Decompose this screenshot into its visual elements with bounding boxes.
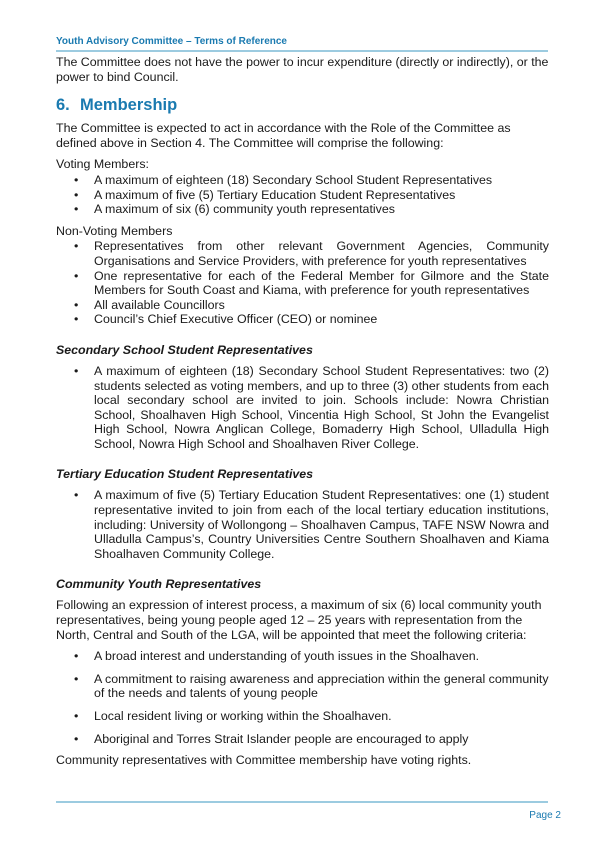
non-voting-members-list — [56, 239, 549, 327]
page-number: Page 2 — [529, 810, 561, 821]
community-closing: Community representatives with Committee membership have voting rights. — [56, 753, 472, 768]
list-item: • All available Councillors — [56, 298, 549, 313]
list-item: • A maximum of six (6) community youth representatives — [56, 202, 549, 217]
tertiary-list — [56, 488, 549, 561]
community-heading: Community Youth Representatives — [56, 577, 262, 592]
voting-members-label: Voting Members: — [56, 157, 149, 172]
section-number: 6. — [56, 96, 70, 115]
list-item: • A maximum of five (5) Tertiary Education Student Representatives: one (1) student representative invited to join from each of the local tertiary education institutions, including: University of Wollongong – Shoalhaven Campus, TAFE NSW Nowra and Ulladulla Campus’s, Country Universities Centre Southern Shoalhaven and Kiama Shoalhaven Community College. — [56, 488, 549, 561]
footer-rule — [56, 801, 548, 803]
list-item: • Local resident living or working within the Shoalhaven. — [56, 709, 549, 724]
list-item: • A maximum of eighteen (18) Secondary School Student Representatives — [56, 173, 549, 188]
non-voting-members-label: Non-Voting Members — [56, 223, 173, 238]
tertiary-heading: Tertiary Education Student Representatives — [56, 467, 314, 482]
list-item: • A maximum of eighteen (18) Secondary School Student Representatives: two (2) students selected as voting members, and up to three (3) other students from each local secondary school are invited to join. Schools include: Nowra Christian School, Shoalhaven High School, Vincentia High School, St John the Evangelist High School, Nowra Anglican College, Bomaderry High School, Ulladulla High School, Nowra High School and Shoalhaven River College. — [56, 364, 549, 452]
running-header: Youth Advisory Committee – Terms of Reference — [56, 36, 548, 52]
intro-paragraph: The Committee does not have the power to incur expenditure (directly or indirectly), or the power to bind Council. — [56, 55, 549, 84]
voting-members-list — [56, 173, 549, 217]
list-item: • Representatives from other relevant Government Agencies, Community Organisations and Service Providers, with preference for youth representatives — [56, 239, 549, 268]
secondary-heading: Secondary School Student Representatives — [56, 342, 313, 357]
section-title: Membership — [80, 96, 178, 115]
list-item: • A commitment to raising awareness and appreciation within the general community of the needs and talents of young people — [56, 672, 549, 701]
list-item: • Aboriginal and Torres Strait Islander people are encouraged to apply — [56, 732, 549, 747]
list-item: • Council’s Chief Executive Officer (CEO) or nominee — [56, 312, 549, 327]
list-item: • A broad interest and understanding of youth issues in the Shoalhaven. — [56, 649, 549, 664]
document-body — [56, 55, 549, 775]
section-heading — [56, 96, 549, 115]
section-intro: The Committee is expected to act in accordance with the Role of the Committee as defined above in Section 4. The Committee will comprise the following: — [56, 121, 511, 150]
community-intro: Following an expression of interest process, a maximum of six (6) local community youth representatives, being young people aged 12 – 25 years with representation from the North, Central and South of the LGA, will be appointed that meet the following criteria: — [56, 598, 542, 642]
community-criteria-list — [56, 649, 549, 746]
secondary-list — [56, 364, 549, 452]
list-item: • A maximum of five (5) Tertiary Education Student Representatives — [56, 188, 549, 203]
list-item: • One representative for each of the Federal Member for Gilmore and the State Members for South Coast and Kiama, with preference for youth representatives — [56, 269, 549, 298]
